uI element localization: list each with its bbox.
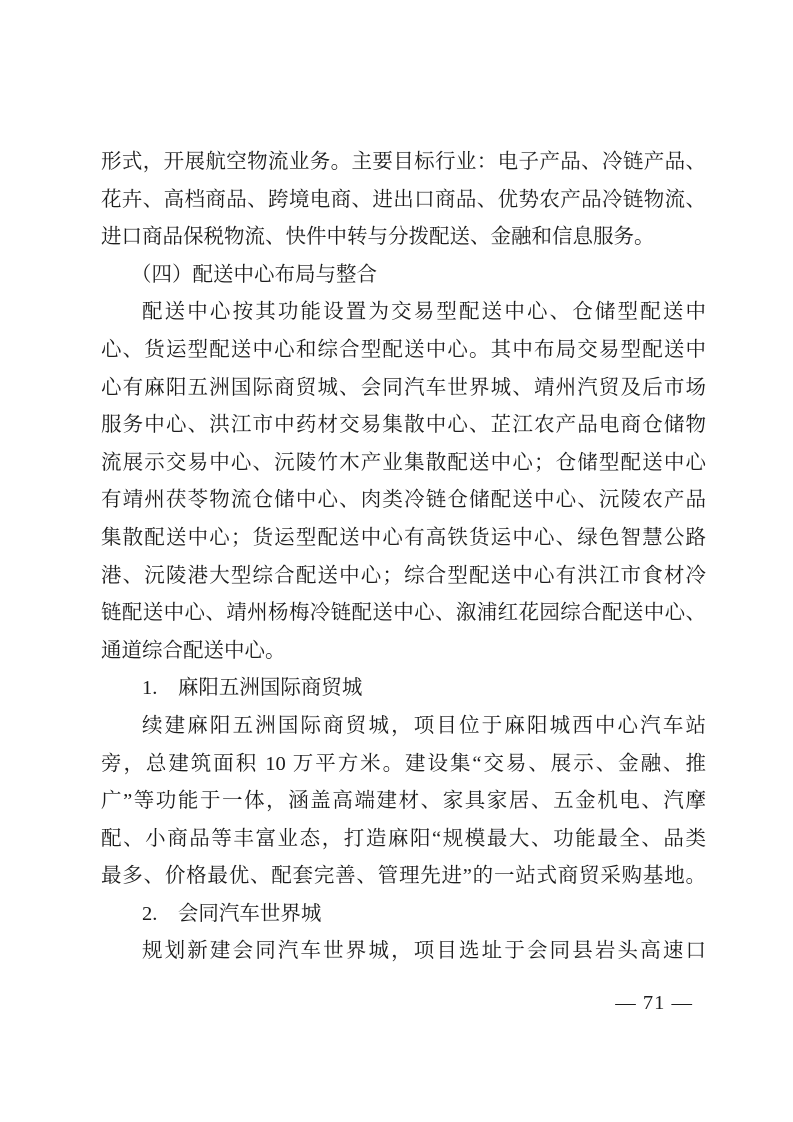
paragraph-continuation-line: 花卉、高档商品、跨境电商、进出口商品、优势农产品冷链物流、 (101, 188, 706, 211)
paragraph-line: 配、小商品等丰富业态，打造麻阳“规模最大、功能最全、品类 (101, 827, 706, 850)
paragraph-line: 最多、价格最优、配套完善、管理先进”的一站式商贸采购基地。 (101, 865, 706, 888)
item-2-heading: 2. 会同汽车世界城 (142, 902, 322, 925)
paragraph-line: 集散配送中心；货运型配送中心有高铁货运中心、绿色智慧公路 (101, 526, 706, 549)
page-number: — 71 — (615, 992, 693, 1014)
paragraph-line: 配送中心按其功能设置为交易型配送中心、仓储型配送中 (142, 301, 706, 324)
section-heading-four: （四）配送中心布局与整合 (131, 263, 377, 286)
paragraph-line: 旁，总建筑面积 10 万平方米。建设集“交易、展示、金融、推 (101, 752, 706, 775)
paragraph-line: 流展示交易中心、沅陵竹木产业集散配送中心；仓储型配送中心 (101, 451, 706, 474)
paragraph-line: 港、沅陵港大型综合配送中心；综合型配送中心有洪江市食材冷 (101, 564, 706, 587)
paragraph-line: 续建麻阳五洲国际商贸城，项目位于麻阳城西中心汽车站 (142, 714, 706, 737)
paragraph-line: 有靖州茯苓物流仓储中心、肉类冷链仓储配送中心、沅陵农产品 (101, 489, 706, 512)
paragraph-line: 链配送中心、靖州杨梅冷链配送中心、溆浦红花园综合配送中心、 (101, 602, 706, 625)
paragraph-line: 通道综合配送中心。 (101, 639, 286, 662)
document-body (101, 144, 706, 971)
paragraph-line: 规划新建会同汽车世界城，项目选址于会同县岩头高速口 (142, 940, 706, 963)
paragraph-continuation-line: 形式，开展航空物流业务。主要目标行业：电子产品、冷链产品、 (101, 151, 706, 173)
paragraph-continuation-line: 进口商品保税物流、快件中转与分拨配送、金融和信息服务。 (101, 226, 655, 249)
paragraph-line: 心有麻阳五洲国际商贸城、会同汽车世界城、靖州汽贸及后市场 (101, 376, 706, 399)
paragraph-line: 服务中心、洪江市中药材交易集散中心、芷江农产品电商仓储物 (101, 414, 706, 437)
paragraph-line: 广”等功能于一体，涵盖高端建材、家具家居、五金机电、汽摩 (101, 790, 706, 813)
item-1-heading: 1. 麻阳五洲国际商贸城 (142, 677, 363, 700)
paragraph-line: 心、货运型配送中心和综合型配送中心。其中布局交易型配送中 (101, 338, 706, 361)
